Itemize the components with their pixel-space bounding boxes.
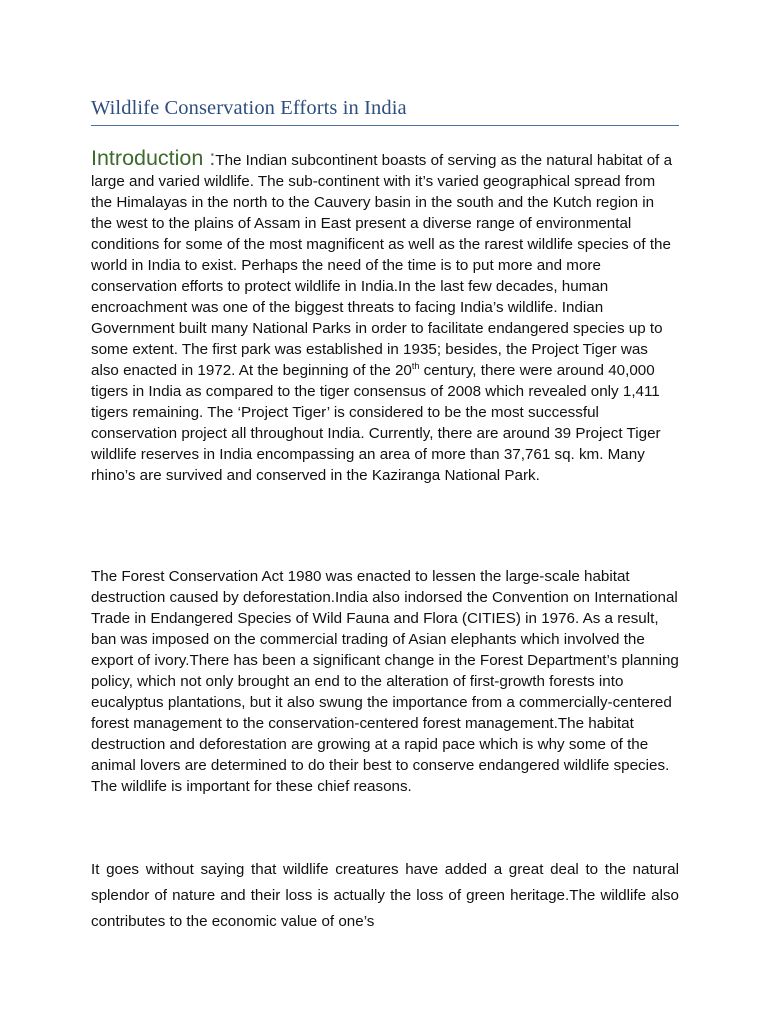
- document-title: Wildlife Conservation Efforts in India: [91, 97, 407, 119]
- intro-text-part2: century, there were around 40,000 tigers in India as compared to the tiger consensus of 2008 which revealed only 1,411 tigers remaining. The ‘Project Tiger’ is considered to be the most successful conservation project all throughout India. Currently, there are around 39 Project Tiger wildlife reserves in India encompassing an area of more than 37,761 sq. km. Many rhino’s are survived and conserved in the Kaziranga National Park.: [91, 362, 661, 484]
- intro-text-part1: The Indian subcontinent boasts of serving as the natural habitat of a large and varied wildlife. The sub-continent with it’s varied geographical spread from the Himalayas in the north to the Cauvery basin in the south and the Kutch region in the west to the plains of Assam in East present a diverse range of environmental conditions for some of the most magnificent as well as the rarest wildlife species of the world in India to exist. Perhaps the need of the time is to put more and more conservation efforts to protect wildlife in India.In the last few decades, human encroachment was one of the biggest threats to facing India’s wildlife. Indian Government built many National Parks in order to facilitate endangered species up to some extent. The first park was established in 1935; besides, the Project Tiger was also enacted in 1972. At the beginning of the 20: [91, 152, 673, 379]
- forest-act-paragraph: The Forest Conservation Act 1980 was enacted to lessen the large-scale habitat destruction caused by deforestation.India also indorsed the Convention on International Trade in Endangered Species of Wild Fauna and Flora (CITIES) in 1976. As a result, ban was imposed on the commercial trading of Asian elephants which involved the export of ivory.There has been a significant change in the Forest Department’s planning policy, which not only brought an end to the alteration of first-growth forests into eucalyptus plantations, but it also swung the importance from a commercially-centered forest management to the conservation-centered forest management.The habitat destruction and deforestation are growing at a rapid pace which is why some of the animal lovers are determined to do their best to conserve endangered wildlife species. The wildlife is important for these chief reasons.: [91, 568, 679, 795]
- title-underline-rule: [91, 125, 679, 126]
- ordinal-suffix: th: [411, 360, 420, 371]
- introduction-paragraph: [91, 148, 679, 486]
- wildlife-value-paragraph: It goes without saying that wildlife creatures have added a great deal to the natural splendor of nature and their loss is actually the loss of green heritage.The wildlife also contributes to the economic value of one’s: [91, 861, 679, 930]
- introduction-heading: Introduction :: [91, 146, 216, 170]
